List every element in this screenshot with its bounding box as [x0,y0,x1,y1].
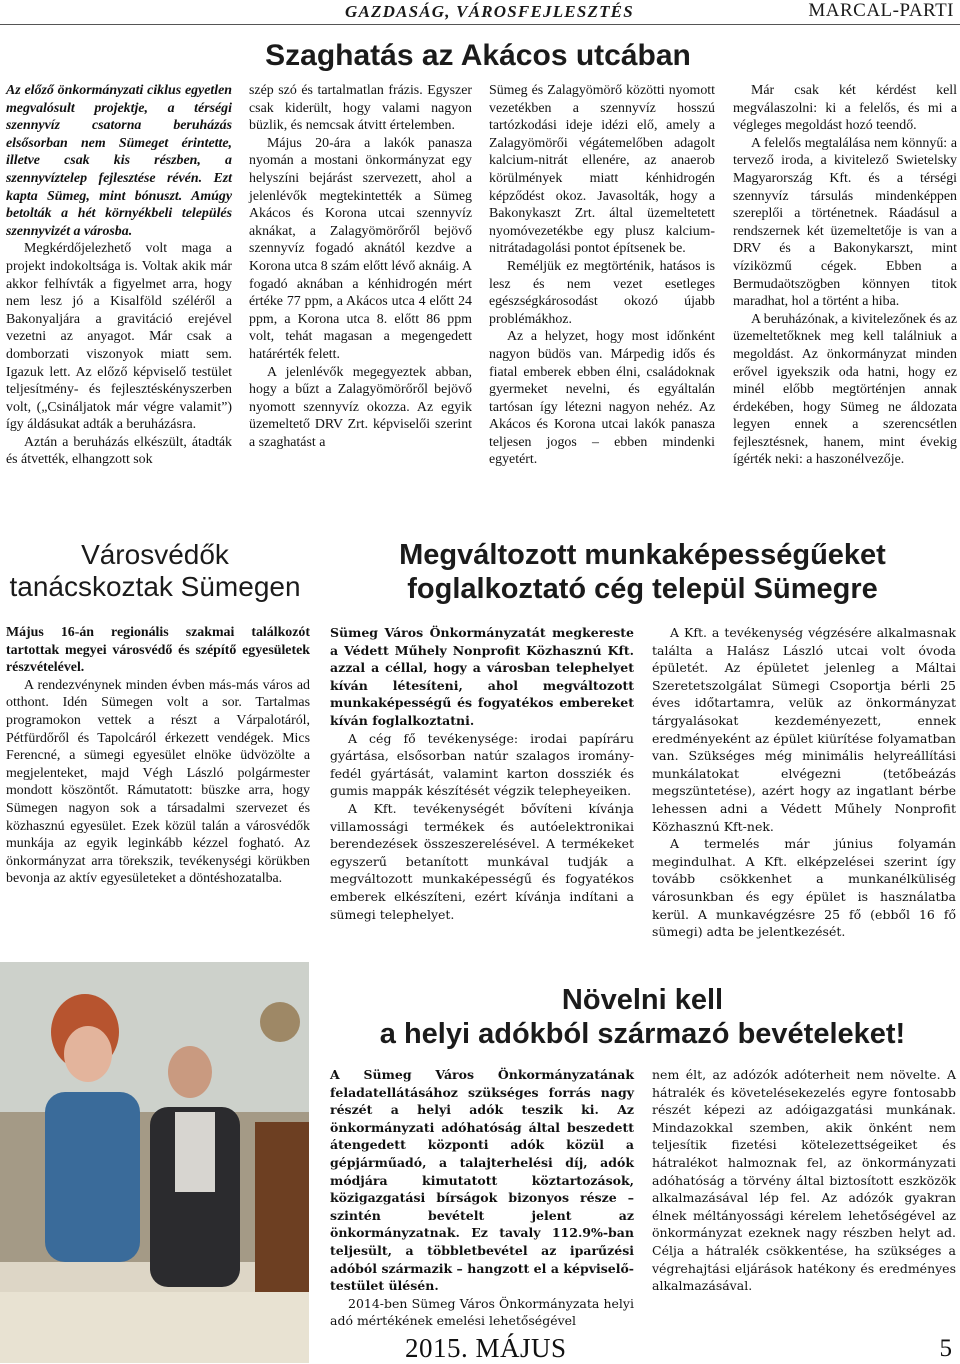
article3-paragraph: A termelés már június folyamán megindulhat. A Kft. elképzelései szerint így tovább csökkenhet a munkanélküliség városunkban és egy épület is használatba kerül. A munkavégzésre 25 fő (ebből 16 fő sümegi) adta be jelentkezését. [652,836,956,940]
article2-title [0,540,310,601]
article3-col2 [652,624,956,941]
article1-paragraph: Sümeg és Zalagyömörő közötti nyomott vezetékben a szennyvíz hosszú tartózkodási ideje idézi elő, amely a Zalagyömörői végátemelőben adagolt kalcium-nitrát ellenére, az anaerob körülmények miatt kénhidrogén képződést okoz. Javasolták, hogy a Bakonykaszt Zrt. által üzemeltetett nyomóvezetékbe egy plusz kalcium-nitrátadagolási pontot építsenek be. [489,83,715,257]
article2-paragraph: A rendezvénynek minden évben más-más város ad otthont. Idén Sümegen volt a sor. Tartalmas programokon vettek a részt a Várpalotáról, Pétfürdőről és Tapolcáról érkezett vendégek. Mics Ferencné, a sümegi egyesület elnöke üdvözölte a megjelenteket, majd Végh László polgármester mondott köszöntőt. Rámutatott: büszke arra, hogy Sümegen nagyon sok a társadalmi szervezet és közhasznú egyesület. Ezek közül talán a városvédők munkája az egyik leginkább kézzel fogható. Az önkormányzat arra törekszik, tevékenységi körükben bevonja az aktív egyesületeket a döntéshozatalba. [6,677,310,887]
article3-col1 [330,624,634,923]
article3-paragraph: A cég fő tevékenysége: irodai papíráru gyártása, elsősorban natúr szalagos iromány-fedél gyártását, valamint karton dossziék és gumis mappák készítését végzik telepheyeiken. [330,730,634,799]
article3-paragraph: A Kft. a tevékenység végzésére alkalmasnak találta a Halász László utcai volt óvoda épületét. Az épületet jelenleg a Máltai Szeretetszolgálat Sümegi Csoportja bérli 25 éves időtartamra, velük az önkormányzat tárgyalásokat kezdeményezett, ennek eredményeként az épület kiürítése folyamatban van. Szükséges még minimális helyreállítási munkálatokat elvégezni (tetőbeázás megszüntetése), azért hogy az ingatlant bérbe lehessen adni a Védett Műhely Nonprofit Közhasznú Kft-nek. [652,625,956,834]
header-divider [0,24,960,25]
article4-paragraph: 2014-ben Sümeg Város Önkormányzata helyi adó mértékének emelési lehetőségével [330,1295,634,1329]
article1-paragraph: Megkérdőjelezhető volt maga a projekt indokoltsága is. Voltak akik már akkor felhívták a figyelmet arra, hogy nem lesz jó a Kisalföld széléről a Bakonyaljára a gravitáció erejével vezetni az anyagot. Már csak a domborzati viszonyok miatt sem. Igazuk lett. Az előző képviselő testület teljesítmény- és fejlesztéskényszerben volt, („Csináljatok már végre valamit”) így áldásukat adták a beruházásra. [6,241,232,433]
publication-name: MARCAL-PARTI [808,0,954,21]
article1-paragraph: A beruházónak, a kivitelezőnek és az üzemeltetőknek meg kell találniuk a megoldást. Az önkormányzat minden erővel igyekszik oda hatni, hogy ez minél előbb megtörténjen annak érdekében, hogy Sümeg ne áldozata legyen ennek a szerencsétlen fejlesztésnek, hanem, mint évekig ígérték neki: a haszonélvezője. [733,311,957,468]
page-number: 5 [939,1335,952,1362]
article1-col1 [6,82,232,469]
article1-paragraph: Május 20-ára a lakók panasza nyomán a mostani önkormányzat egy helyszíni bejárást szervezett, ahol a jelenlévők megtekintették a Sümeg Akácos és Korona utcai szennyvíz aknákat, a Zalagyömörőről bejövő szennyvíz fogadó aknától kezdve a Korona utca 8 szám előtt lévő aknáig. A fogadó aknában a kénhidrogén mért értéke 77 ppm, a Akácos utca 4 előtt 24 ppm, a Korona utca 8. előtt 86 ppm volt, tehát magasan a megengedett határérték felett. [249,135,472,362]
issue-date: 2015. MÁJUS [405,1333,567,1363]
article1-paragraph: Reméljük ez megtörténik, hatásos is lesz és nem vezet esetleges egészségkárosodást okozó újabb problémákhoz. [489,258,715,327]
article1-paragraph: Az a helyzet, hogy most időnként nagyon büdös van. Márpedig idős és fiatal emberek ebben élni, családoknak gyermeket nevelni, és egyáltalán tartósan így létezni nagyon nehéz. Az Akácos és Korona utcai lakók panasza teljesen jogos – ebben mindenki egyetért. [489,329,715,468]
article2-title-line2: tanácskoztak Sümegen [9,570,301,602]
article4-title [330,985,955,1049]
article2-body [6,624,310,888]
article1-paragraph: Már csak két kérdést kell megválaszolni: ki a felelős, és mi a végleges megoldást hozó teendő. [733,83,957,134]
article1-col4 [733,82,957,469]
event-photo [0,962,309,1363]
article1-lead: Az előző önkormányzati ciklus egyetlen megvalósult projektje, a térségi szennyvíz csatorna beruházás elsősorban nem Sümeget érintette, illetve csak kis részben, a szennyvíztelep fejlesztése révén. Ezt kapta Sümeg, mint bónuszt. Amúgy betolták a hét környékbeli település szennyvizét a városba. [6,83,232,239]
article1-paragraph: szép szó és tartalmatlan frázis. Egyszer csak kiderült, hogy valami nagyon büzlik, és nemcsak átvitt értelemben. [249,83,472,134]
event-photo-illustration [0,962,309,1363]
article4-title-line2: a helyi adókból származó bevételeket! [379,1017,906,1050]
article2-lead: Május 16-án regionális szakmai találkozót tartottak megyei városvédő és szépítő egyesületek részvételével. [6,625,310,676]
article4-col1 [330,1066,634,1330]
article4-paragraph: nem élt, az adózók adóterheit nem növelte. A hátralék és követelésekezelés egyre fontosabb részét képezi az adóigazgatási munkának. Mindazokkal szemben, akik önként nem teljesítik fizetési kötelezettségeiket és hátralékot halmoznak fel, az önkormányzati adóhatóság a törvény által biztosított eszközök alkalmazásával lép fel. Az adózók gyakran élnek méltányossági kérelem lehetőségével az önkormányzat ezeknek nagy részben helyt ad. Célja a hátralék csökkentése, ha szükséges a végrehajtási eljárások hatékony és eredményes alkalmazásával. [652,1067,956,1294]
article1-paragraph: A felelős megtalálása nem könnyű: a tervező iroda, a kivitelező Swietelsky Magyarország Kft. és a térségi szennyvíz társulás mindenképpen szereplői a történetnek. Ráadásul a rendszernek két üzemeltetője is van a DRV és a Bakonykarszt, mint víziközmű cégek. Ebben a Bermudaötszögben könnyen titok maradhat, hol a történt a hiba. [733,135,957,310]
article1-col3 [489,82,715,469]
article3-title-line2: foglalkoztató cég települ Sümegre [407,572,878,605]
article1-paragraph: A jelenlévők megegyeztek abban, hogy a bűzt a Zalagyömörőről bejövő nyomott szennyvíz okozza. Az egyik üzemeltető DRV Zrt. képviselői szerint a szaghatást a [249,364,472,450]
article1-col2 [249,82,472,451]
section-title: GAZDASÁG, VÁROSFEJLESZTÉS [345,2,634,21]
article3-paragraph: A Kft. tevékenységét bővíteni kívánja villamossági termékek és autóelektronikai berendezések összeszerelésével. A termékeket egyszerű betanított munkával tudják a megváltozott munkaképességű és fogyatékos emberek elkészíteni, ezért kívánja indítani a sümegi telephelyet. [330,800,634,922]
article3-title [330,540,955,604]
article2-title-line1: Városvédők [81,539,229,570]
article4-title-line1: Növelni kell [561,984,724,1016]
article-title-szaghatas: Szaghatás az Akácos utcában [265,39,691,72]
article4-col2 [652,1066,956,1295]
article1-paragraph: Aztán a beruházás elkészült, átadták és átvették, elhangzott sok [6,434,232,468]
article3-title-line1: Megváltozott munkaképességűeket [399,539,886,571]
article3-lead: Sümeg Város Önkormányzatát megkereste a Védett Műhely Nonprofit Közhasznú Kft. azzal a céllal, hogy a városban telephelyet kíván létesíteni, ahol megváltozott munkaképességű és fogyatékos embereket kíván foglalkoztatni. [330,625,634,728]
article4-lead: A Sümeg Város Önkormányzatának feladatellátásához szükséges forrás nagy részét a helyi adók teszik ki. Az önkormányzati adóhatóság által beszedett átengedett központi adók közül a gépjárműadó, a talajterhelési díj, adók módjára kimutatott köztartozások, közigazgatási bírságok bizonyos része – szintén bevételt jelent az önkormányzatnak. Ez tavaly 112.9%-ban teljesült, a többletbevétel az iparűzési adóból származik – hangzott el a képviselő-testület ülésén. [330,1067,634,1294]
